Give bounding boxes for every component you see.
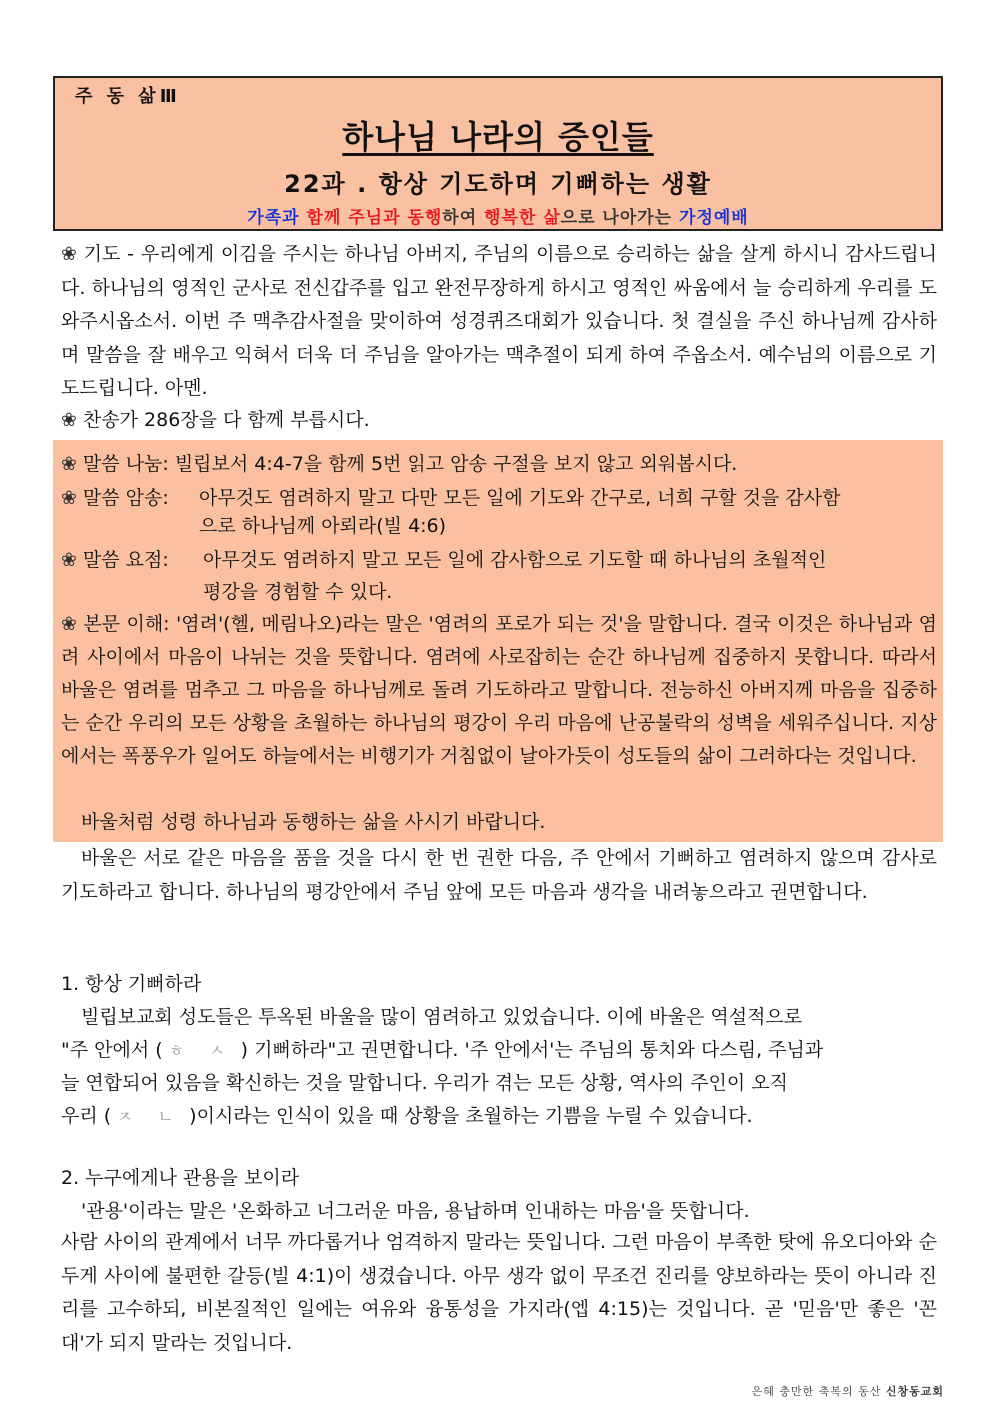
section1-line-1: 빌립보교회 성도들은 투옥된 바울을 많이 염려하고 있었습니다. 이에 바울은 역설적으로 [81,1006,803,1028]
tagline-part: 주님과 [348,208,408,228]
section2-heading: 2. 누구에게나 관용을 보이라 [61,1167,300,1189]
word-memory-label: 말씀 암송: [82,487,169,509]
tagline-part: 가족과 [247,208,307,228]
lesson-header [53,76,943,231]
answer-blank: ㅈ ㄴ [117,1107,184,1126]
footer-church: 신창동교회 [885,1385,944,1398]
section1-line-3: 늘 연합되어 있음을 확신하는 것을 말합니다. 우리가 겪는 모든 상황, 역사의 주인이 오직 [61,1072,788,1094]
tagline-part: 함께 [306,208,342,228]
flower-bullet-icon: ❀ [61,243,78,265]
tagline-part: 으로 나아가는 [560,208,680,228]
word-sharing [61,448,737,481]
word-memory-line-1: 아무것도 염려하지 말고 다만 모든 일에 기도와 간구로, 너희 구할 것을 감사함 [199,487,841,509]
word-section [53,440,943,842]
tagline-part: 하여 [442,208,485,228]
word-point-label: 말씀 요점: [82,549,169,571]
hymn-text: 찬송가 286장을 다 함께 부릅시다. [82,409,370,431]
word-text-body: '염려'(헬, 메림나오)라는 말은 '염려의 포로가 되는 것'을 말합니다. 결국 이것은 하나님과 염려 사이에서 마음이 나뉘는 것을 뜻합니다. 염려에 사로잡히는 순간 하나님께 집중하지 못합니다. 따라서 바울은 염려를 멈추고 그 마음을 하나님께로 돌려 기도하라고 말합니다. 전능하신 아버지께 마음을 집중하는 순간 우리의 모든 상황을 초월하는 하나님의 평강이 우리 마음에 난공불락의 성벽을 세워주십니다. 지상에서는 폭풍우가 일어도 하늘에서는 비행기가 거침없이 날아가듯이 성도들의 삶이 그러하다는 것입니다. [61,613,938,767]
word-point-line-1: 아무것도 염려하지 말고 모든 일에 감사함으로 기도할 때 하나님의 초월적인 [203,549,827,571]
section1-text: 우리 ( [61,1105,112,1127]
section1-text: ) 기뻐하라"고 권면합니다. '주 안에서'는 주님의 통치와 다스림, 주님과 [240,1039,824,1061]
prayer-paragraph [61,238,937,406]
answer-blank: ㅎ ㅅ [168,1041,235,1060]
section1-heading: 1. 항상 기뻐하라 [61,973,202,995]
footer-motto: 은혜 충만한 축복의 동산 [751,1385,886,1398]
tagline-part: 동행 [407,208,443,228]
flower-bullet-icon: ❀ [61,453,77,475]
section1-text: "주 안에서 ( [61,1039,163,1061]
word-point-label-row [61,544,169,577]
word-text-label: 본문 이해: [83,613,170,635]
word-text-paragraph [61,608,937,773]
word-memory-line-2: 으로 하나님께 아뢰라(빌 4:6) [199,515,447,537]
prayer-text: 기도 - 우리에게 이김을 주시는 하나님 아버지, 주님의 이름으로 승리하는 삶을 살게 하시니 감사드립니다. 하나님의 영적인 군사로 전신갑주를 입고 완전무장하게 하시고 영적인 싸움에서 늘 승리하게 우리를 도와주시옵소서. 이번 주 맥추감사절을 맞이하여 성경퀴즈대회가 있습니다. 첫 결실을 주신 하나님께 감사하며 말씀을 잘 배우고 익혀서 더욱 더 주님을 알아가는 맥추절이 되게 하여 주옵소서. 예수님의 이름으로 기도드립니다. 아멘. [61,243,937,399]
hymn-line [61,404,937,438]
section1-line-2 [61,1034,937,1068]
tagline-part: 가정예배 [679,208,749,228]
word-sharing-text: 빌립보서 4:4-7을 함께 5번 읽고 암송 구절을 보지 않고 외워봅시다. [174,453,738,475]
page-footer [752,1383,944,1399]
section2-line-1: '관용'이라는 말은 '온화하고 너그러운 마음, 용납하며 인내하는 마음'을 뜻합니다. [81,1200,750,1222]
flower-bullet-icon: ❀ [61,549,77,571]
word-sharing-label: 말씀 나눔: [82,453,169,475]
tagline-part: 행복한 삶 [484,208,561,228]
section2-paragraph: 사람 사이의 관계에서 너무 까다롭거나 엄격하지 말라는 뜻입니다. 그런 마음이 부족한 탓에 유오디아와 순두게 사이에 불편한 갈등(빌 4:1)이 생겼습니다. 아무 생각 없이 무조건 진리를 양보하라는 뜻이 아니라 진리를 고수하되, 비본질적인 일에는 여유와 융통성을 가지라(엡 4:15)는 것입니다. 곧 '믿음'만 좋은 '꼰대'가 되지 말라는 것입니다. [61,1231,937,1354]
section1-text: )이시라는 인식이 있을 때 상황을 초월하는 기쁨을 누릴 수 있습니다. [189,1105,753,1127]
section1-line-4 [61,1100,937,1134]
word-memory-label-row [61,482,169,515]
word-closing: 바울처럼 성령 하나님과 동행하는 삶을 사시기 바랍니다. [81,811,546,833]
page-title [55,112,941,158]
flower-bullet-icon: ❀ [61,487,77,509]
page-title-text: 하나님 나라의 증인들 [342,118,654,156]
tagline [55,203,941,228]
flower-bullet-icon: ❀ [61,409,77,431]
flower-bullet-icon: ❀ [61,613,78,635]
intro-paragraph: 바울은 서로 같은 마음을 품을 것을 다시 한 번 권한 다음, 주 안에서 기뻐하고 염려하지 않으며 감사로 기도하라고 합니다. 하나님의 평강안에서 주님 앞에 모든 마음과 생각을 내려놓으라고 권면합니다. [61,847,937,903]
series-label: 주 동 삶Ⅲ [75,86,181,107]
word-point-line-2: 평강을 경험할 수 있다. [203,581,393,603]
lesson-title: 22과 . 항상 기도하며 기뻐하는 생활 [284,170,712,198]
